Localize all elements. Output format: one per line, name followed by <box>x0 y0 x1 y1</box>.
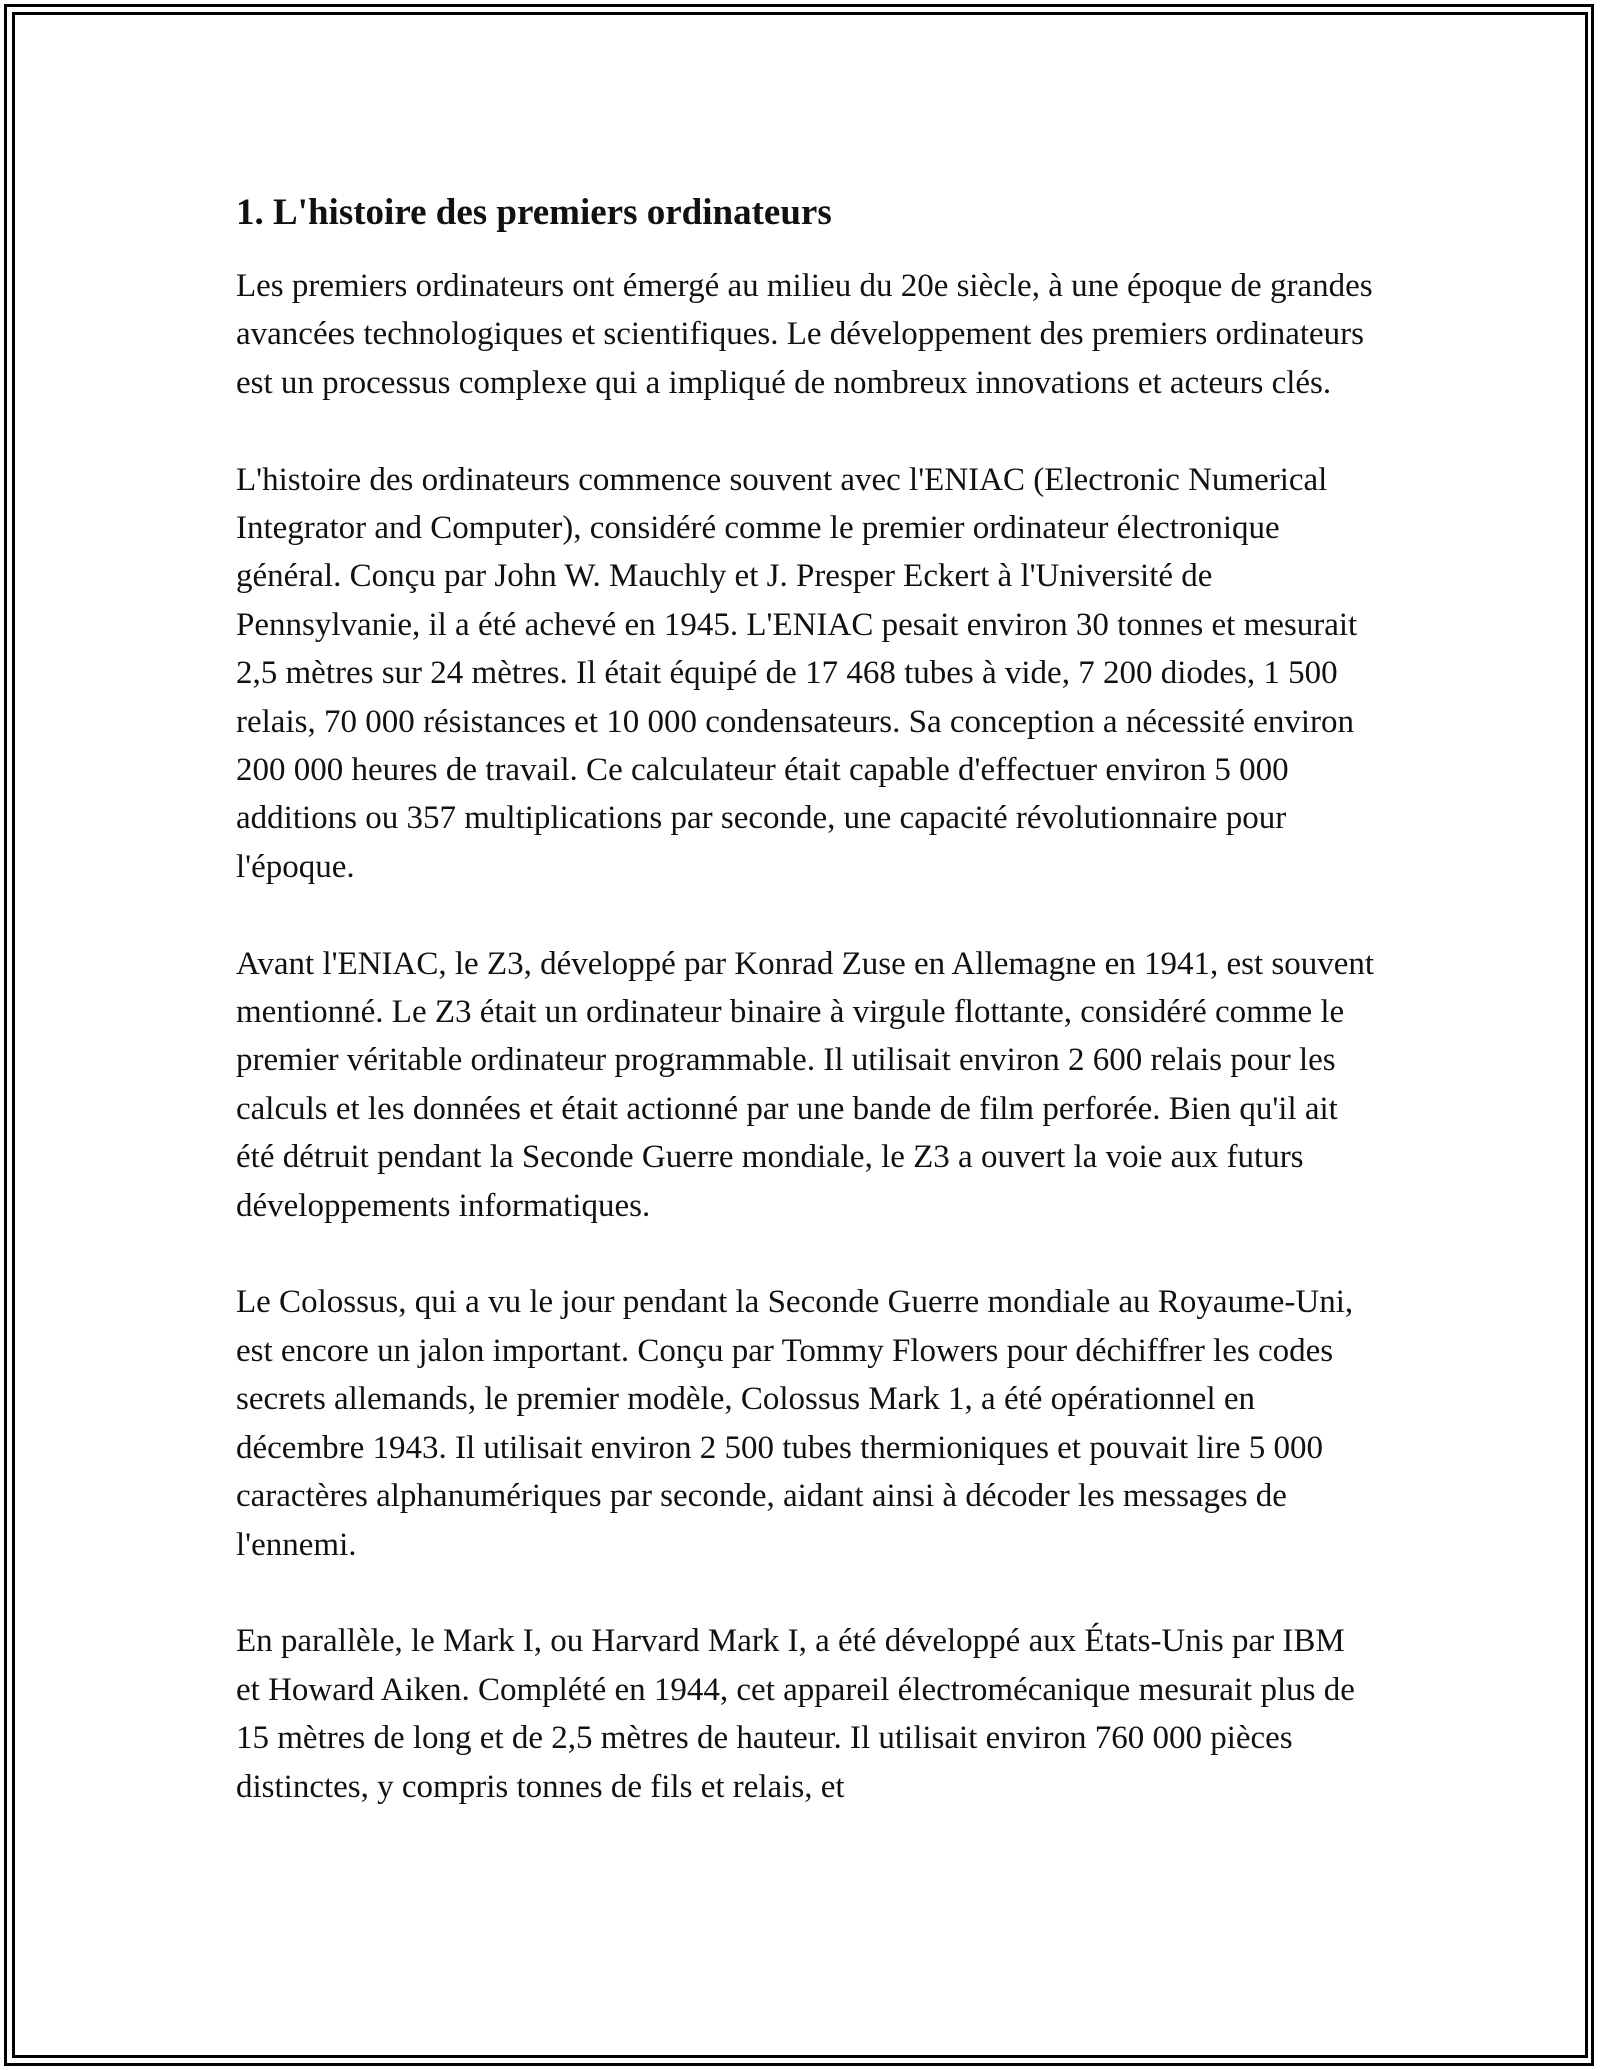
document-body <box>236 186 1376 1811</box>
paragraph-eniac: L'histoire des ordinateurs commence souvent avec l'ENIAC (Electronic Numerical Integrator and Computer), considéré comme le premier ordinateur électronique général. Conçu par John W. Mauchly et J. Presper Eckert à l'Université de Pennsylvanie, il a été achevé en 1945. L'ENIAC pesait environ 30 tonnes et mesurait 2,5 mètres sur 24 mètres. Il était équipé de 17 468 tubes à vide, 7 200 diodes, 1 500 relais, 70 000 résistances et 10 000 condensateurs. Sa conception a nécessité environ 200 000 heures de travail. Ce calculateur était capable d'effectuer environ 5 000 additions ou 357 multiplications par seconde, une capacité révolutionnaire pour l'époque. <box>236 461 1358 885</box>
paragraph-z3: Avant l'ENIAC, le Z3, développé par Konrad Zuse en Allemagne en 1941, est souvent mentionné. Le Z3 était un ordinateur binaire à virgule flottante, considéré comme le premier véritable ordinateur programmable. Il utilisait environ 2 600 relais pour les calculs et les données et était actionné par une bande de film perforée. Bien qu'il ait été détruit pendant la Seconde Guerre mondiale, le Z3 a ouvert la voie aux futurs développements informatiques. <box>236 945 1375 1224</box>
section-heading: 1. L'histoire des premiers ordinateurs <box>236 192 832 233</box>
paragraph-colossus: Le Colossus, qui a vu le jour pendant la Seconde Guerre mondiale au Royaume-Uni, est encore un jalon important. Conçu par Tommy Flowers pour déchiffrer les codes secrets allemands, le premier modèle, Colossus Mark 1, a été opérationnel en décembre 1943. Il utilisait environ 2 500 tubes thermioniques et pouvait lire 5 000 caractères alphanumériques par seconde, aidant ainsi à décoder les messages de l'ennemi. <box>236 1284 1354 1563</box>
paragraph-harvard-mark-i: En parallèle, le Mark I, ou Harvard Mark I, a été développé aux États-Unis par IBM et Howard Aiken. Complété en 1944, cet appareil électromécanique mesurait plus de 15 mètres de long et de 2,5 mètres de hauteur. Il utilisait environ 760 000 pièces distinctes, y compris tonnes de fils et relais, et <box>236 1623 1355 1805</box>
paragraph-intro: Les premiers ordinateurs ont émergé au milieu du 20e siècle, à une époque de grandes avancées technologiques et scientifiques. Le développement des premiers ordinateurs est un processus complexe qui a impliqué de nombreux innovations et acteurs clés. <box>236 268 1373 401</box>
